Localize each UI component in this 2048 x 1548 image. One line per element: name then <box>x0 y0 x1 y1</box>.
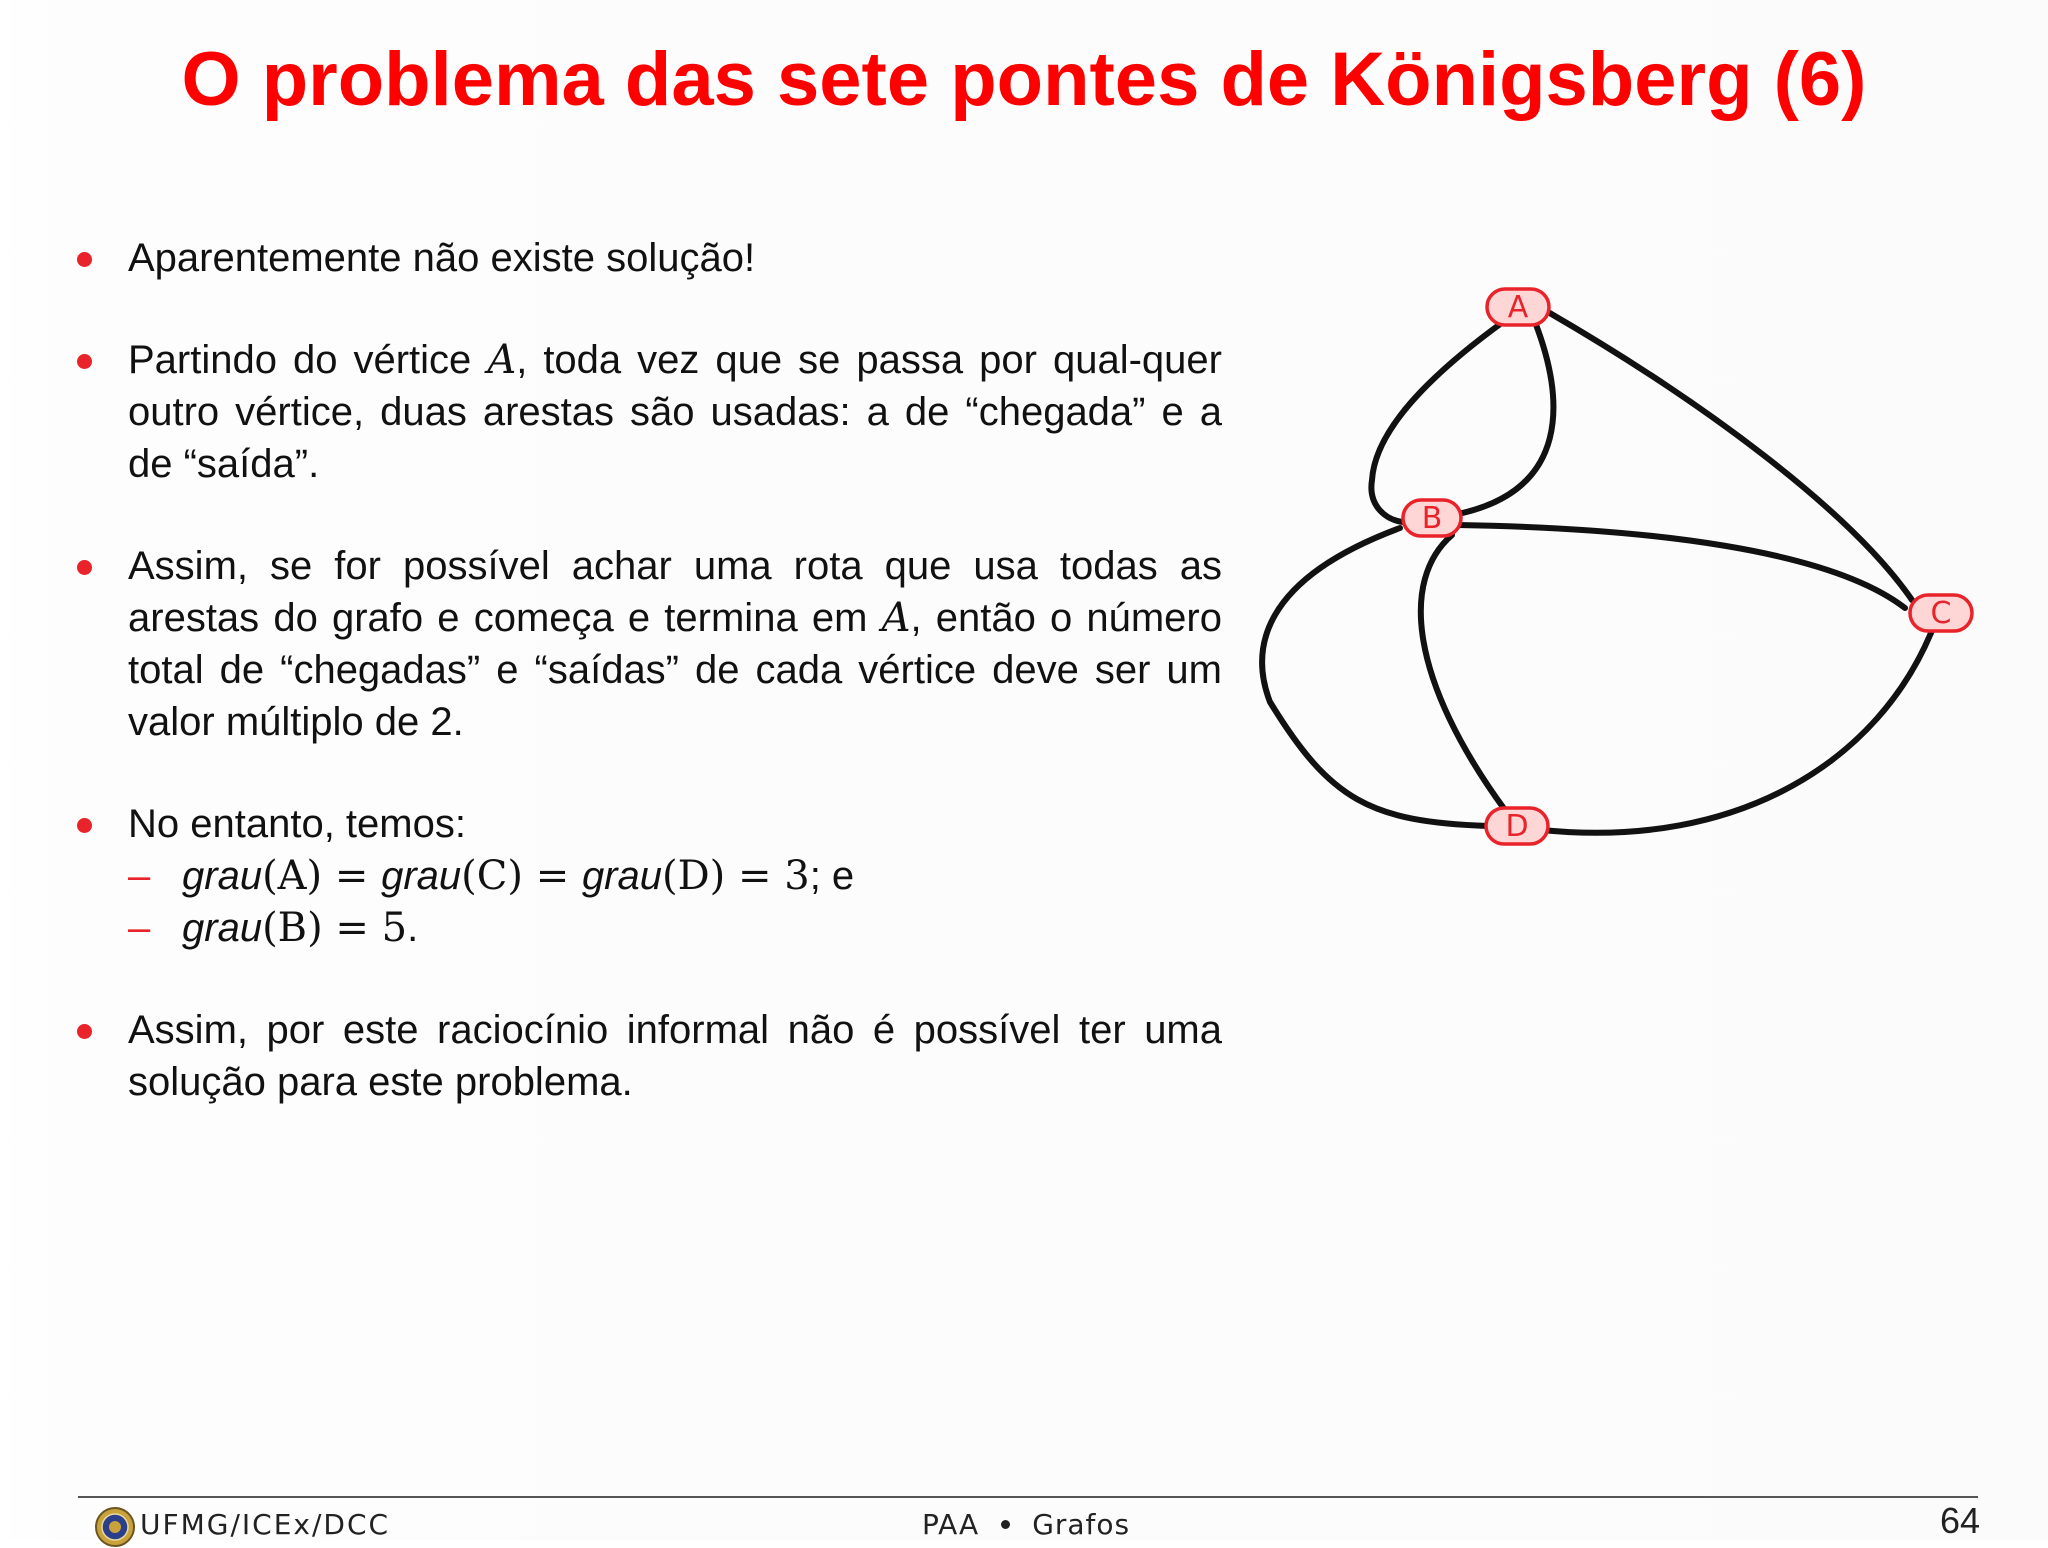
page-number: 64 <box>1939 1500 1980 1541</box>
bullet-item-2 <box>74 334 1222 490</box>
bullet-item-4 <box>74 798 1222 954</box>
footer-institution: UFMG/ICEx/DCC <box>140 1508 391 1541</box>
math-variable: A <box>881 595 911 641</box>
bullet-text: Assim, por este raciocínio informal não é possível ter uma solução para este problema. <box>128 1008 1222 1104</box>
footer-topic: Grafos <box>1032 1508 1131 1541</box>
bullet-dot-icon <box>77 818 92 833</box>
bullet-item-1 <box>74 232 1222 284</box>
node-c <box>1910 595 1972 631</box>
footer-course-topic <box>922 1508 1130 1541</box>
math-variable: A <box>487 337 517 383</box>
bullet-text: No entanto, temos: <box>128 802 466 846</box>
konigsberg-graph <box>1240 270 2000 870</box>
bullet-dot-icon <box>77 354 92 369</box>
ufmg-seal-icon <box>94 1506 136 1548</box>
bullet-list <box>74 232 1222 1158</box>
bullet-dot-icon <box>77 1024 92 1039</box>
sub-text: grau(B) = 5. <box>182 905 419 951</box>
footer-separator-dot-icon <box>1001 1520 1010 1529</box>
bullet-item-5 <box>74 1004 1222 1108</box>
edge-a-b-right <box>1458 322 1553 514</box>
bullet-dot-icon <box>77 252 92 267</box>
dash-marker: – <box>128 906 151 950</box>
node-label-a: A <box>1507 290 1529 325</box>
bullet-item-3 <box>74 540 1222 748</box>
bullet-text: Aparentemente não existe solução! <box>128 236 756 280</box>
edge-b-d-left <box>1262 528 1488 826</box>
dash-marker: – <box>128 854 151 898</box>
graph-edges <box>1262 312 1933 833</box>
bullet-text: Partindo do vértice A, toda vez que se passa por qual-quer outro vértice, duas arestas são usadas: a de “chegada” e a de “saída”. <box>128 337 1222 486</box>
sub-item-2 <box>128 902 1222 954</box>
node-label-c: C <box>1930 596 1952 631</box>
bullet-dot-icon <box>77 560 92 575</box>
node-label-d: D <box>1505 809 1529 844</box>
sub-text: grau(A) = grau(C) = grau(D) = 3; e <box>182 853 855 899</box>
sub-list <box>128 850 1222 954</box>
edge-b-d-right <box>1421 535 1505 810</box>
node-label-b: B <box>1421 501 1443 536</box>
bullet-text: Assim, se for possível achar uma rota que usa todas as arestas do grafo e começa e termina em A, então o número total de “chegadas” e “saídas” de cada vértice deve ser um valor múltiplo de 2. <box>128 544 1222 744</box>
node-d <box>1486 808 1548 844</box>
edge-c-d <box>1542 628 1933 833</box>
footer-divider <box>78 1496 1978 1498</box>
node-a <box>1487 289 1549 325</box>
edge-b-c <box>1458 525 1905 608</box>
footer-course: PAA <box>922 1508 980 1541</box>
sub-item-1 <box>128 850 1222 902</box>
node-b <box>1403 500 1461 536</box>
edge-a-c <box>1548 312 1912 600</box>
edge-a-b-left <box>1371 322 1503 522</box>
slide-title: O problema das sete pontes de Königsberg (6) <box>181 37 1867 122</box>
